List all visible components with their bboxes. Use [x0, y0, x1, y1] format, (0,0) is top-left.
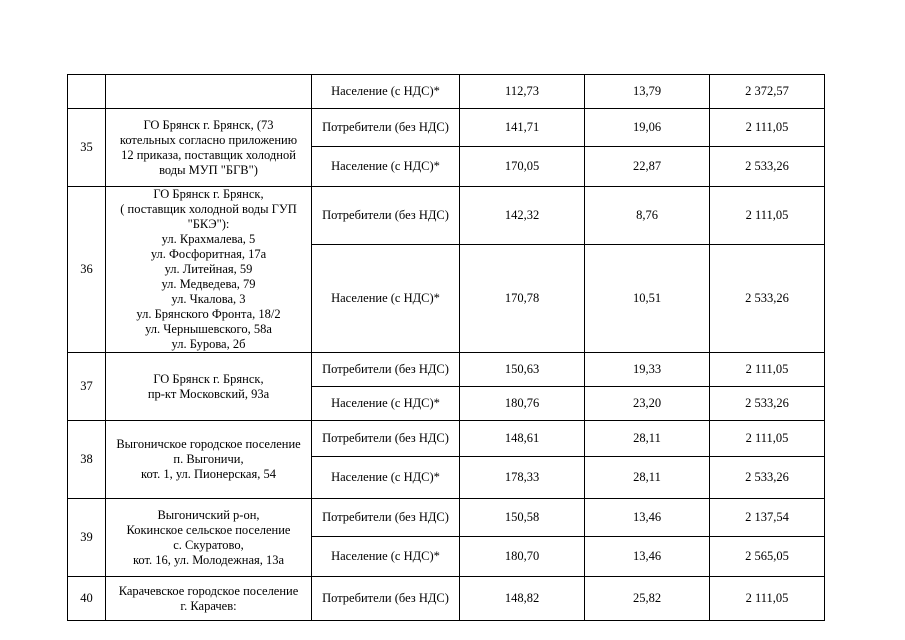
tariff-value-2: 28,11: [585, 421, 710, 457]
object-name: [106, 421, 312, 499]
object-name-line: ул. Брянского Фронта, 18/2: [136, 307, 281, 321]
object-name-line: ул. Чернышевского, 58а: [145, 322, 272, 336]
object-name-line: Выгоничское городское поселение: [116, 437, 301, 451]
object-name-line: котельных согласно приложению: [119, 132, 298, 147]
object-name-line: пр-кт Московский, 93а: [147, 386, 270, 401]
tariff-value-2: 13,79: [585, 75, 710, 109]
tariff-value-2: 13,46: [585, 499, 710, 537]
tariff-value-1: 180,70: [460, 537, 585, 577]
tariff-value-3: 2 565,05: [710, 537, 825, 577]
object-name-line: п. Выгоничи,: [173, 452, 244, 466]
tariff-value-1: 178,33: [460, 457, 585, 499]
object-name-line: воды МУП "БГВ"): [159, 162, 258, 177]
tariff-value-1: 148,82: [460, 577, 585, 621]
object-name-line: ГО Брянск г. Брянск,: [153, 187, 264, 201]
object-name: [106, 187, 312, 353]
tariff-value-3: 2 137,54: [710, 499, 825, 537]
object-name-line: ул. Крахмалева, 5: [161, 232, 256, 246]
consumer-category: Потребители (без НДС): [312, 577, 460, 621]
tariff-value-2: 13,46: [585, 537, 710, 577]
row-number: 36: [68, 187, 106, 353]
tariff-value-1: 170,78: [460, 245, 585, 353]
consumer-category: Потребители (без НДС): [312, 421, 460, 457]
table-row: [68, 353, 825, 387]
tariff-value-1: 141,71: [460, 109, 585, 147]
tariff-value-1: 150,58: [460, 499, 585, 537]
tariff-value-3: 2 111,05: [710, 109, 825, 147]
row-number: 40: [68, 577, 106, 621]
table-row: [68, 421, 825, 457]
tariff-value-1: 142,32: [460, 187, 585, 245]
object-name-line: ГО Брянск г. Брянск, (73: [143, 117, 274, 132]
tariff-value-3: 2 533,26: [710, 245, 825, 353]
table-row: [68, 109, 825, 147]
tariff-value-3: 2 533,26: [710, 147, 825, 187]
tariff-value-3: 2 111,05: [710, 577, 825, 621]
table-row: [68, 499, 825, 537]
consumer-category: Население (с НДС)*: [312, 147, 460, 187]
tariff-value-3: 2 111,05: [710, 353, 825, 387]
tariff-value-2: 10,51: [585, 245, 710, 353]
consumer-category: Население (с НДС)*: [312, 387, 460, 421]
object-name: [106, 75, 312, 109]
object-name-line: ул. Бурова, 2б: [171, 337, 246, 351]
object-name-line: ГО Брянск г. Брянск,: [153, 371, 264, 386]
tariff-value-3: 2 533,26: [710, 457, 825, 499]
object-name-line: Выгоничский р-он,: [157, 507, 260, 522]
consumer-category: Потребители (без НДС): [312, 109, 460, 147]
tariff-value-2: 19,06: [585, 109, 710, 147]
object-name-line: с. Скуратово,: [173, 537, 244, 552]
object-name-line: ул. Фосфоритная, 17а: [150, 247, 267, 261]
tariff-value-3: 2 533,26: [710, 387, 825, 421]
consumer-category: Население (с НДС)*: [312, 75, 460, 109]
object-name-line: г. Карачев:: [180, 598, 237, 613]
tariff-table: [67, 74, 825, 621]
object-name: [106, 109, 312, 187]
consumer-category: Население (с НДС)*: [312, 245, 460, 353]
tariff-value-3: 2 111,05: [710, 187, 825, 245]
tariff-value-1: 148,61: [460, 421, 585, 457]
row-number: 37: [68, 353, 106, 421]
object-name: [106, 353, 312, 421]
object-name-line: "БКЭ"):: [187, 217, 230, 231]
tariff-value-1: 112,73: [460, 75, 585, 109]
tariff-value-1: 170,05: [460, 147, 585, 187]
table-row: [68, 75, 825, 109]
object-name-line: кот. 16, ул. Молодежная, 13а: [132, 552, 285, 567]
tariff-value-2: 23,20: [585, 387, 710, 421]
consumer-category: Потребители (без НДС): [312, 353, 460, 387]
object-name: [106, 577, 312, 621]
object-name-line: кот. 1, ул. Пионерская, 54: [141, 467, 276, 481]
object-name: [106, 499, 312, 577]
consumer-category: Население (с НДС)*: [312, 537, 460, 577]
table-row: [68, 187, 825, 245]
tariff-value-2: 28,11: [585, 457, 710, 499]
tariff-value-2: 19,33: [585, 353, 710, 387]
row-number: 39: [68, 499, 106, 577]
consumer-category: Население (с НДС)*: [312, 457, 460, 499]
tariff-value-2: 8,76: [585, 187, 710, 245]
row-number: 35: [68, 109, 106, 187]
object-name-line: Кокинское сельское поселение: [126, 522, 291, 537]
tariff-value-3: 2 111,05: [710, 421, 825, 457]
row-number: [68, 75, 106, 109]
table-row: [68, 577, 825, 621]
object-name-line: 12 приказа, поставщик холодной: [121, 147, 296, 162]
tariff-value-1: 150,63: [460, 353, 585, 387]
object-name-line: ул. Литейная, 59: [164, 262, 253, 276]
tariff-value-1: 180,76: [460, 387, 585, 421]
consumer-category: Потребители (без НДС): [312, 187, 460, 245]
consumer-category: Потребители (без НДС): [312, 499, 460, 537]
tariff-value-3: 2 372,57: [710, 75, 825, 109]
object-name-line: ул. Медведева, 79: [161, 277, 256, 291]
object-name-line: Карачевское городское поселение: [118, 583, 299, 598]
object-name-line: ул. Чкалова, 3: [171, 292, 246, 306]
tariff-value-2: 22,87: [585, 147, 710, 187]
object-name-line: ( поставщик холодной воды ГУП: [120, 202, 297, 216]
row-number: 38: [68, 421, 106, 499]
tariff-value-2: 25,82: [585, 577, 710, 621]
